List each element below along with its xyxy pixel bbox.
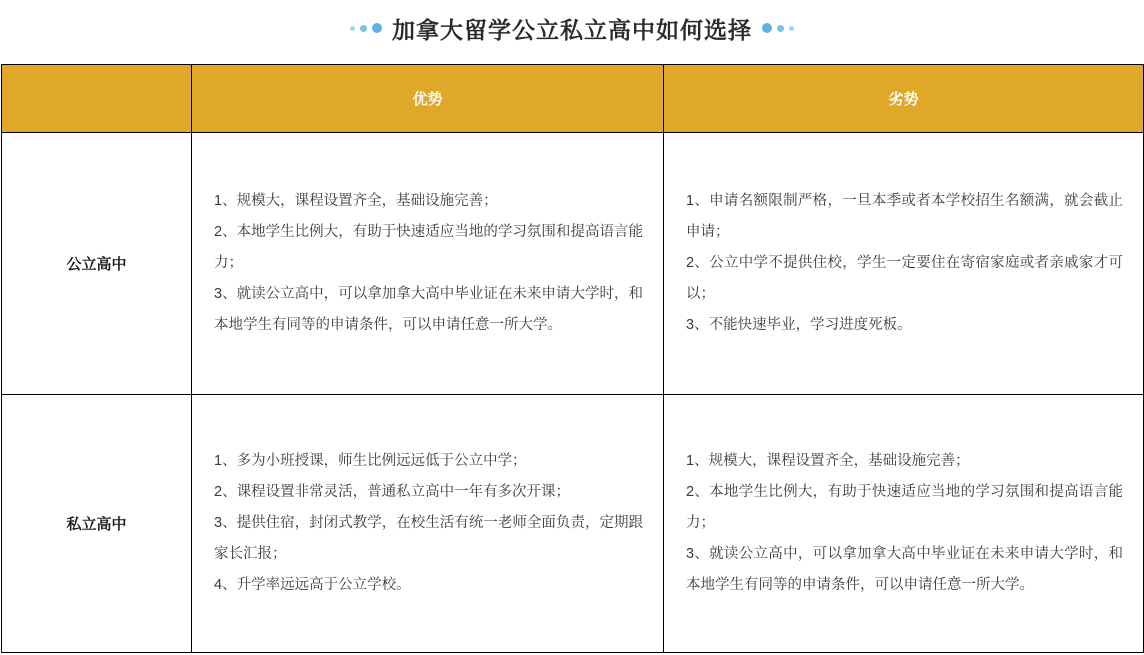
text-line: 1、申请名额限制严格，一旦本季或者本学校招生名额满，就会截止申请； [686, 192, 1123, 240]
text-line: 2、课程设置非常灵活，普通私立高中一年有多次开课； [214, 483, 571, 500]
text-line: 2、本地学生比例大，有助于快速适应当地的学习氛围和提高语言能力； [686, 483, 1123, 531]
dot-decoration-icon [762, 23, 794, 33]
column-header-advantages: 优势 [192, 65, 664, 133]
text-line: 2、本地学生比例大，有助于快速适应当地的学习氛围和提高语言能力； [214, 223, 643, 271]
row-header-public-highschool: 公立高中 [2, 133, 192, 395]
text-line: 1、规模大，课程设置齐全，基础设施完善； [214, 192, 498, 209]
text-line: 1、规模大，课程设置齐全，基础设施完善； [686, 452, 970, 469]
text-line: 3、就读公立高中，可以拿加拿大高中毕业证在未来申请大学时，和本地学生有同等的申请条件，可以申请任意一所大学。 [214, 286, 643, 334]
table-row [2, 133, 1144, 395]
text-line: 3、提供住宿，封闭式教学，在校生活有统一老师全面负责，定期跟家长汇报； [214, 514, 643, 563]
cell-private-disadvantages [664, 395, 1144, 653]
table-row [2, 395, 1144, 653]
text-line: 4、升学率远远高于公立学校。 [214, 577, 411, 594]
table-corner-cell [2, 65, 192, 133]
comparison-table [1, 64, 1144, 653]
cell-private-advantages [192, 395, 664, 653]
table-header-row [2, 65, 1144, 133]
text-line: 3、就读公立高中，可以拿加拿大高中毕业证在未来申请大学时，和本地学生有同等的申请条件，可以申请任意一所大学。 [686, 546, 1123, 594]
text-line: 1、多为小班授课，师生比例远远低于公立中学； [214, 452, 527, 469]
cell-public-disadvantages [664, 133, 1144, 395]
row-header-private-highschool: 私立高中 [2, 395, 192, 653]
text-line: 2、公立中学不提供住校，学生一定要住在寄宿家庭或者亲戚家才可以； [686, 254, 1123, 303]
page-title: 加拿大留学公立私立高中如何选择 [392, 16, 752, 43]
dot-decoration-icon [350, 23, 382, 33]
column-header-disadvantages: 劣势 [664, 65, 1144, 133]
text-line: 3、不能快速毕业，学习进度死板。 [686, 317, 912, 334]
cell-public-advantages [192, 133, 664, 395]
page-title-bar [0, 0, 1144, 56]
